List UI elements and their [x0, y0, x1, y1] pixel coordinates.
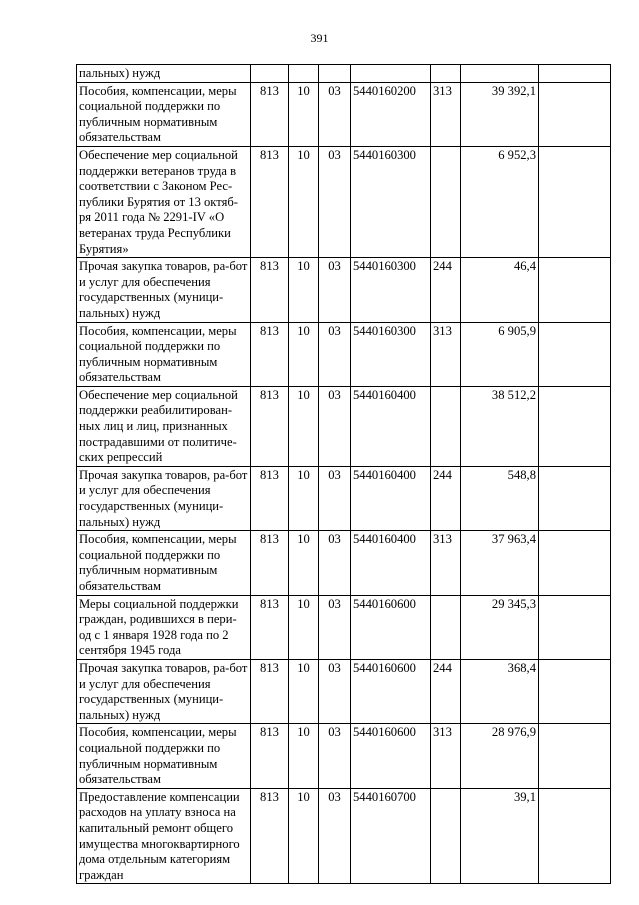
table-row — [77, 386, 611, 466]
expense-type-code-cell: 244 — [431, 466, 461, 530]
expense-type-code-cell — [431, 146, 461, 257]
ministry-code-cell: 813 — [251, 531, 289, 595]
amount-cell: 6 905,9 — [461, 322, 539, 386]
table-row — [77, 466, 611, 530]
expense-type-code-cell — [431, 788, 461, 884]
section-code-cell: 10 — [289, 322, 319, 386]
ministry-code-cell: 813 — [251, 466, 289, 530]
target-article-code-cell: 5440160300 — [351, 146, 431, 257]
expense-type-code-cell — [431, 386, 461, 466]
section-code-cell: 10 — [289, 595, 319, 659]
subsection-code-cell: 03 — [319, 788, 351, 884]
target-article-code-cell: 5440160300 — [351, 322, 431, 386]
ministry-code-cell: 813 — [251, 258, 289, 322]
amount-cell: 37 963,4 — [461, 531, 539, 595]
table-row — [77, 595, 611, 659]
expense-type-code-cell — [431, 65, 461, 83]
line-item-name-cell: пальных) нужд — [77, 65, 251, 83]
amount-cell: 29 345,3 — [461, 595, 539, 659]
table-row — [77, 82, 611, 146]
table-row — [77, 322, 611, 386]
extra-column-cell — [539, 724, 611, 788]
ministry-code-cell: 813 — [251, 146, 289, 257]
table-row — [77, 724, 611, 788]
target-article-code-cell: 5440160200 — [351, 82, 431, 146]
ministry-code-cell: 813 — [251, 82, 289, 146]
subsection-code-cell: 03 — [319, 466, 351, 530]
expense-type-code-cell — [431, 595, 461, 659]
section-code-cell: 10 — [289, 466, 319, 530]
section-code-cell: 10 — [289, 386, 319, 466]
subsection-code-cell: 03 — [319, 595, 351, 659]
target-article-code-cell: 5440160600 — [351, 659, 431, 723]
extra-column-cell — [539, 65, 611, 83]
section-code-cell — [289, 65, 319, 83]
subsection-code-cell: 03 — [319, 146, 351, 257]
section-code-cell: 10 — [289, 531, 319, 595]
table-row — [77, 65, 611, 83]
ministry-code-cell: 813 — [251, 386, 289, 466]
section-code-cell: 10 — [289, 146, 319, 257]
page-number: 391 — [310, 31, 329, 45]
table-row — [77, 788, 611, 884]
amount-cell: 368,4 — [461, 659, 539, 723]
target-article-code-cell: 5440160400 — [351, 531, 431, 595]
section-code-cell: 10 — [289, 659, 319, 723]
extra-column-cell — [539, 531, 611, 595]
table-row — [77, 659, 611, 723]
amount-cell: 38 512,2 — [461, 386, 539, 466]
line-item-name-cell: Обеспечение мер социальной поддержки реабилитирован-ных лиц и лиц, признанных пострадавшими от политиче-ских репрессий — [77, 386, 251, 466]
extra-column-cell — [539, 82, 611, 146]
line-item-name-cell: Пособия, компенсации, меры социальной поддержки по публичным нормативным обязательствам — [77, 531, 251, 595]
amount-cell: 39,1 — [461, 788, 539, 884]
expense-type-code-cell: 313 — [431, 531, 461, 595]
ministry-code-cell: 813 — [251, 322, 289, 386]
ministry-code-cell: 813 — [251, 595, 289, 659]
ministry-code-cell: 813 — [251, 724, 289, 788]
extra-column-cell — [539, 258, 611, 322]
ministry-code-cell: 813 — [251, 788, 289, 884]
expense-type-code-cell: 313 — [431, 322, 461, 386]
table-row — [77, 531, 611, 595]
line-item-name-cell: Прочая закупка товаров, ра-бот и услуг для обеспечения государственных (муници-пальных) нужд — [77, 659, 251, 723]
budget-table-body — [77, 65, 611, 884]
target-article-code-cell: 5440160700 — [351, 788, 431, 884]
table-row — [77, 258, 611, 322]
subsection-code-cell: 03 — [319, 386, 351, 466]
extra-column-cell — [539, 146, 611, 257]
amount-cell: 548,8 — [461, 466, 539, 530]
line-item-name-cell: Прочая закупка товаров, ра-бот и услуг для обеспечения государственных (муници-пальных) нужд — [77, 258, 251, 322]
target-article-code-cell: 5440160400 — [351, 466, 431, 530]
subsection-code-cell: 03 — [319, 322, 351, 386]
target-article-code-cell — [351, 65, 431, 83]
line-item-name-cell: Обеспечение мер социальной поддержки ветеранов труда в соответствии с Законом Рес-публики Бурятия от 13 октяб-ря 2011 года № 2291-IV «О ветеранах труда Республики Бурятия» — [77, 146, 251, 257]
expense-type-code-cell: 313 — [431, 82, 461, 146]
line-item-name-cell: Прочая закупка товаров, ра-бот и услуг для обеспечения государственных (муници-пальных) нужд — [77, 466, 251, 530]
expense-type-code-cell: 313 — [431, 724, 461, 788]
ministry-code-cell: 813 — [251, 659, 289, 723]
line-item-name-cell: Предоставление компенсации расходов на уплату взноса на капитальный ремонт общего имущества многоквартирного дома отдельным категориям граждан — [77, 788, 251, 884]
expense-type-code-cell: 244 — [431, 659, 461, 723]
line-item-name-cell: Меры социальной поддержки граждан, родившихся в пери-од с 1 января 1928 года по 2 сентября 1945 года — [77, 595, 251, 659]
extra-column-cell — [539, 788, 611, 884]
subsection-code-cell: 03 — [319, 258, 351, 322]
line-item-name-cell: Пособия, компенсации, меры социальной поддержки по публичным нормативным обязательствам — [77, 82, 251, 146]
extra-column-cell — [539, 386, 611, 466]
extra-column-cell — [539, 595, 611, 659]
amount-cell: 39 392,1 — [461, 82, 539, 146]
subsection-code-cell — [319, 65, 351, 83]
extra-column-cell — [539, 322, 611, 386]
extra-column-cell — [539, 659, 611, 723]
budget-table — [76, 64, 611, 884]
subsection-code-cell: 03 — [319, 82, 351, 146]
section-code-cell: 10 — [289, 788, 319, 884]
amount-cell: 46,4 — [461, 258, 539, 322]
section-code-cell: 10 — [289, 724, 319, 788]
target-article-code-cell: 5440160300 — [351, 258, 431, 322]
subsection-code-cell: 03 — [319, 531, 351, 595]
line-item-name-cell: Пособия, компенсации, меры социальной поддержки по публичным нормативным обязательствам — [77, 322, 251, 386]
line-item-name-cell: Пособия, компенсации, меры социальной поддержки по публичным нормативным обязательствам — [77, 724, 251, 788]
target-article-code-cell: 5440160600 — [351, 724, 431, 788]
amount-cell: 6 952,3 — [461, 146, 539, 257]
extra-column-cell — [539, 466, 611, 530]
amount-cell: 28 976,9 — [461, 724, 539, 788]
table-row — [77, 146, 611, 257]
section-code-cell: 10 — [289, 82, 319, 146]
expense-type-code-cell: 244 — [431, 258, 461, 322]
target-article-code-cell: 5440160400 — [351, 386, 431, 466]
subsection-code-cell: 03 — [319, 724, 351, 788]
section-code-cell: 10 — [289, 258, 319, 322]
ministry-code-cell — [251, 65, 289, 83]
amount-cell — [461, 65, 539, 83]
target-article-code-cell: 5440160600 — [351, 595, 431, 659]
subsection-code-cell: 03 — [319, 659, 351, 723]
